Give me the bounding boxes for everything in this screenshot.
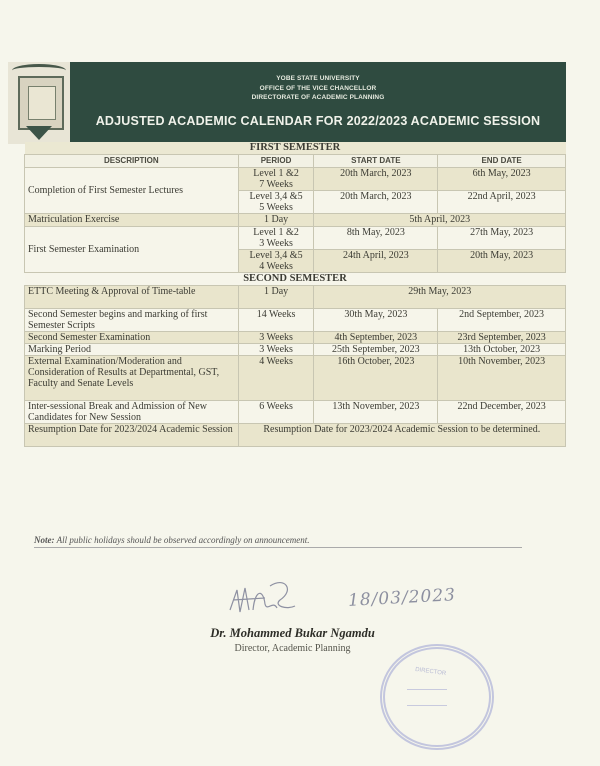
row-description: Second Semester Examination: [25, 332, 239, 344]
row-period: 4 Weeks: [238, 356, 314, 401]
row-end-date: 10th November, 2023: [438, 356, 566, 401]
row-start-date: 20th March, 2023: [314, 168, 438, 191]
stamp-line: [407, 689, 447, 690]
table-row: [25, 356, 566, 401]
row-date: 5th April, 2023: [314, 214, 566, 227]
row-description: ETTC Meeting & Approval of Time-table: [25, 286, 239, 309]
signatory-title: Director, Academic Planning: [234, 643, 351, 654]
column-header-start-date: START DATE: [314, 155, 438, 168]
row-start-date: 16th October, 2023: [314, 356, 438, 401]
table-row: [25, 401, 566, 424]
row-period: Level 1 &2 3 Weeks: [238, 227, 314, 250]
signature-scribble-icon: [225, 580, 325, 620]
crest-base-icon: [26, 126, 52, 140]
row-end-date: 6th May, 2023: [438, 168, 566, 191]
row-period: Level 3,4 &5 4 Weeks: [238, 250, 314, 273]
header-institution: [70, 74, 566, 103]
row-period: 6 Weeks: [238, 401, 314, 424]
table-row: [25, 424, 566, 447]
table-row: [25, 332, 566, 344]
signatory-name: Dr. Mohammed Bukar Ngamdu: [210, 626, 375, 640]
column-header-row: [25, 155, 566, 168]
second-semester-label: SECOND SEMESTER: [25, 273, 566, 286]
row-description: Completion of First Semester Lectures: [25, 168, 239, 214]
directorate-name: DIRECTORATE OF ACADEMIC PLANNING: [251, 94, 385, 101]
column-header-end-date: END DATE: [438, 155, 566, 168]
university-crest-logo: [8, 62, 70, 144]
row-description: Second Semester begins and marking of first Semester Scripts: [25, 309, 239, 332]
row-period: Level 3,4 &5 5 Weeks: [238, 191, 314, 214]
row-start-date: 8th May, 2023: [314, 227, 438, 250]
table-row: [25, 214, 566, 227]
row-description: Resumption Date for 2023/2024 Academic Session: [25, 424, 239, 447]
second-semester-header: [25, 273, 566, 286]
row-end-date: 27th May, 2023: [438, 227, 566, 250]
row-end-date: 13th October, 2023: [438, 344, 566, 356]
office-name: OFFICE OF THE VICE CHANCELLOR: [259, 84, 377, 92]
row-description: First Semester Examination: [25, 227, 239, 273]
crest-shield-icon: [18, 76, 64, 130]
row-description: Inter-sessional Break and Admission of New Candidates for New Session: [25, 401, 239, 424]
calendar-table: [24, 142, 566, 447]
stamp-label: DIRECTOR: [414, 666, 447, 678]
row-period: 1 Day: [238, 214, 314, 227]
row-end-date: 2nd September, 2023: [438, 309, 566, 332]
row-end-date: 22nd December, 2023: [438, 401, 566, 424]
first-semester-label: FIRST SEMESTER: [25, 142, 566, 155]
signature-date: 18/03/2023: [347, 585, 457, 611]
row-period: 1 Day: [238, 286, 314, 309]
row-merged-note: Resumption Date for 2023/2024 Academic Session to be determined.: [238, 424, 565, 447]
row-start-date: 24th April, 2023: [314, 250, 438, 273]
document-title: ADJUSTED ACADEMIC CALENDAR FOR 2022/2023 ACADEMIC SESSION: [95, 114, 541, 128]
university-name: YOBE STATE UNIVERSITY: [276, 75, 360, 82]
row-period: 3 Weeks: [238, 344, 314, 356]
footnote: [34, 535, 522, 548]
note-label: Note:: [34, 535, 55, 545]
row-start-date: 13th November, 2023: [314, 401, 438, 424]
row-period: 14 Weeks: [238, 309, 314, 332]
row-start-date: 20th March, 2023: [314, 191, 438, 214]
table-row: [25, 309, 566, 332]
column-header-description: DESCRIPTION: [25, 155, 239, 168]
note-text: All public holidays should be observed accordingly on announcement.: [54, 535, 310, 545]
row-end-date: 23rd September, 2023: [438, 332, 566, 344]
row-start-date: 25th September, 2023: [314, 344, 438, 356]
row-date: 29th May, 2023: [314, 286, 566, 309]
table-row: [25, 168, 566, 191]
row-end-date: 22nd April, 2023: [438, 191, 566, 214]
row-description: Marking Period: [25, 344, 239, 356]
row-description: Matriculation Exercise: [25, 214, 239, 227]
table-row: [25, 286, 566, 309]
column-header-period: PERIOD: [238, 155, 314, 168]
stamp-line: [407, 705, 447, 706]
table-row: [25, 227, 566, 250]
row-start-date: 30th May, 2023: [314, 309, 438, 332]
row-description: External Examination/Moderation and Consideration of Results at Departmental, GST, Faculty and Senate Levels: [25, 356, 239, 401]
official-stamp: [380, 644, 494, 750]
row-end-date: 20th May, 2023: [438, 250, 566, 273]
table-row: [25, 344, 566, 356]
row-period: Level 1 &2 7 Weeks: [238, 168, 314, 191]
row-period: 3 Weeks: [238, 332, 314, 344]
row-start-date: 4th September, 2023: [314, 332, 438, 344]
first-semester-header: [25, 142, 566, 155]
